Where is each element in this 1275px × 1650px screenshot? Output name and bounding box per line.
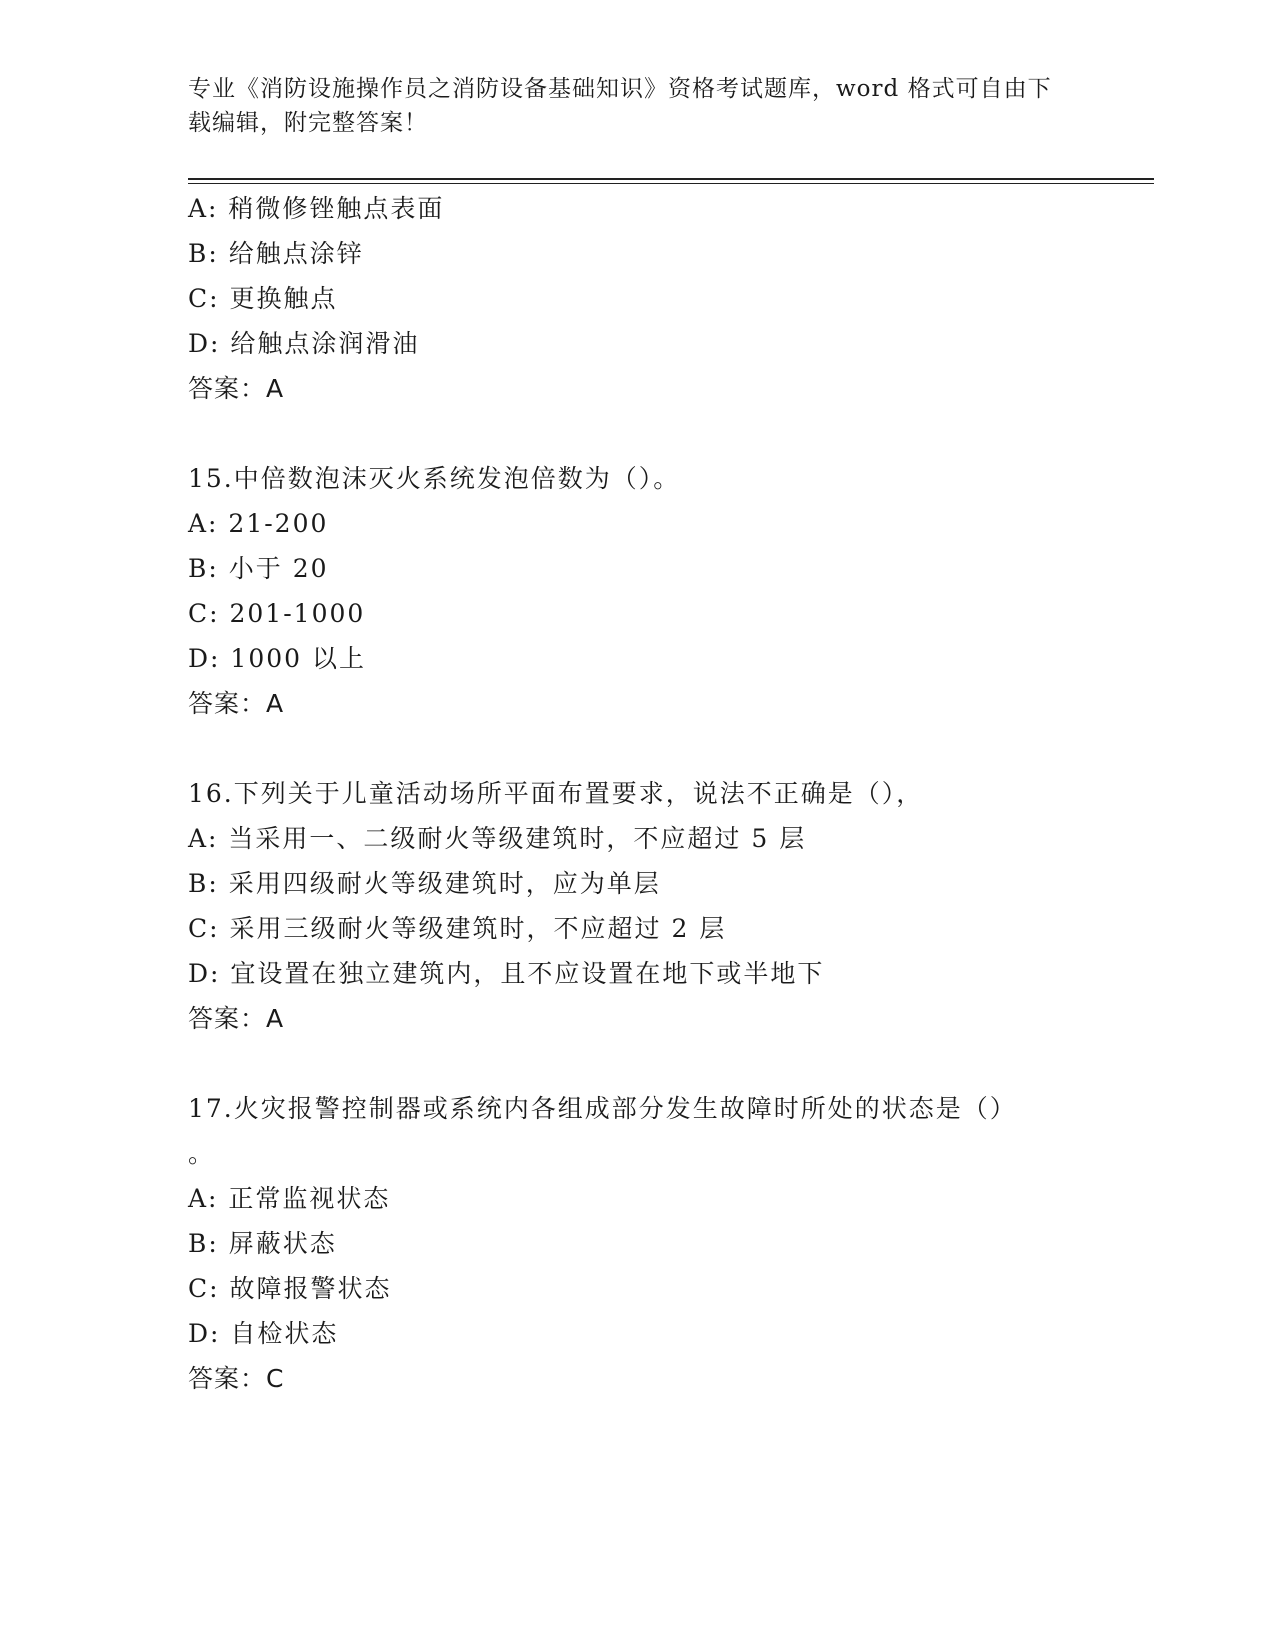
q14-option-d: D: 给触点涂润滑油: [188, 329, 420, 358]
q16-option-b: B: 采用四级耐火等级建筑时，应为单层: [188, 869, 661, 898]
q14-option-a: A: 稍微修锉触点表面: [188, 194, 445, 223]
q15-question: 15.中倍数泡沫灭火系统发泡倍数为（）。: [188, 464, 681, 493]
q15-answer: 答案：A: [188, 689, 285, 718]
q17-option-c: C: 故障报警状态: [188, 1274, 392, 1303]
q15-option-c: C: 201-1000: [188, 599, 366, 628]
q16-option-c: C: 采用三级耐火等级建筑时，不应超过 2 层: [188, 914, 727, 943]
q14-option-c: C: 更换触点: [188, 284, 338, 313]
q16-answer: 答案：A: [188, 1004, 285, 1033]
q17-question: 17.火灾报警控制器或系统内各组成部分发生故障时所处的状态是（）: [188, 1094, 1017, 1123]
q17-answer: 答案：C: [188, 1364, 285, 1393]
header-line-1: 专业《消防设施操作员之消防设备基础知识》资格考试题库，word 格式可自由下: [188, 76, 1052, 102]
header-line-2: 载编辑，附完整答案！: [188, 110, 428, 136]
q16-option-d: D: 宜设置在独立建筑内，且不应设置在地下或半地下: [188, 959, 825, 988]
q15-option-a: A: 21-200: [188, 509, 329, 538]
q16-option-a: A: 当采用一、二级耐火等级建筑时，不应超过 5 层: [188, 824, 807, 853]
q17-option-d: D: 自检状态: [188, 1319, 339, 1348]
q17-option-a: A: 正常监视状态: [188, 1184, 391, 1213]
header-divider: [188, 178, 1154, 180]
q16-question: 16.下列关于儿童活动场所平面布置要求，说法不正确是（），: [188, 779, 924, 808]
q17-question-continued: 。: [188, 1139, 216, 1168]
q15-option-d: D: 1000 以上: [188, 644, 366, 673]
header-divider-thin: [188, 183, 1154, 184]
page-header: [188, 72, 1068, 140]
q15-option-b: B: 小于 20: [188, 554, 329, 583]
q14-option-b: B: 给触点涂锌: [188, 239, 364, 268]
q14-answer: 答案：A: [188, 374, 285, 403]
q17-option-b: B: 屏蔽状态: [188, 1229, 337, 1258]
